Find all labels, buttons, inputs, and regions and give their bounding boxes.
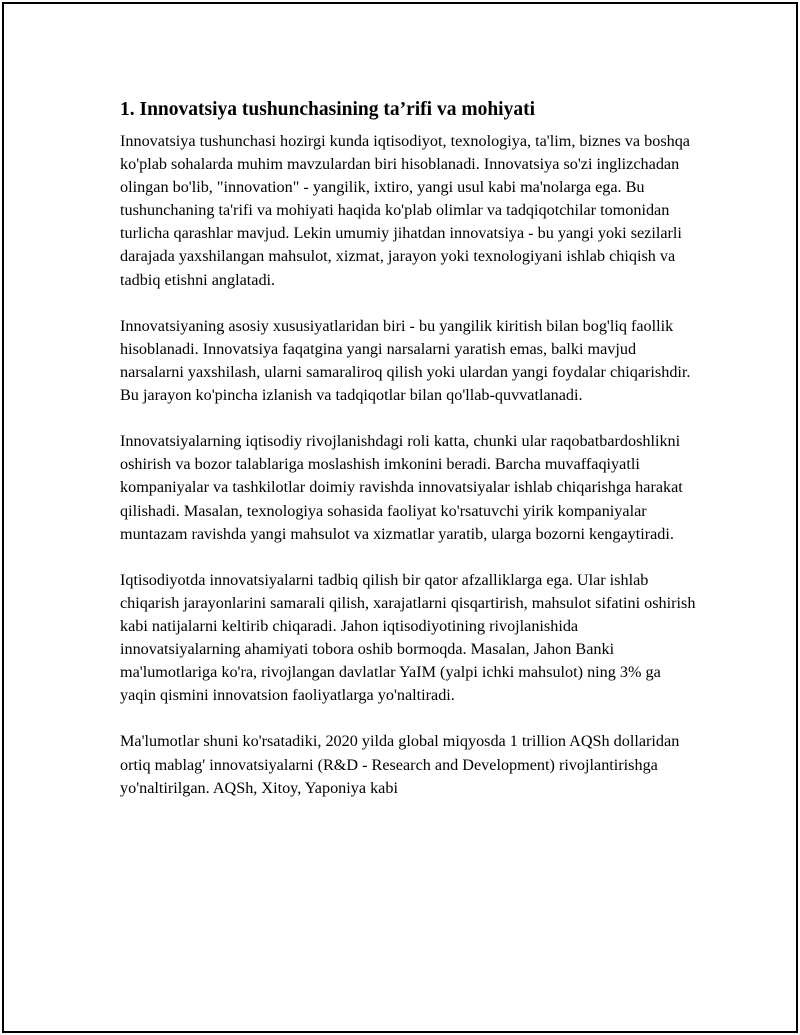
section-heading: 1. Innovatsiya tushunchasining ta’rifi va mohiyati [120,99,535,120]
document-page [2,2,798,1033]
paragraph-3: Innovatsiyalarning iqtisodiy rivojlanishdagi roli katta, chunki ular raqobatbardoshlikni oshirish va bozor talablariga moslashish imkonini beradi. Barcha muvaffaqiyatli kompaniyalar va tashkilotlar doimiy ravishda innovatsiyalar ishlab chiqarishga harakat qilishadi. Masalan, texnologiya sohasida faoliyat ko'rsatuvchi yirik kompaniyalar muntazam ravishda yangi mahsulot va xizmatlar yaratib, ularga bozorni kengaytiradi. [120,432,683,543]
paragraph-1: Innovatsiya tushunchasi hozirgi kunda iqtisodiyot, texnologiya, ta'lim, biznes va boshqa ko'plab sohalarda muhim mavzulardan biri hisoblanadi. Innovatsiya so'zi inglizchadan olingan bo'lib, "innovation" - yangilik, ixtiro, yangi usul kabi ma'nolarga ega. Bu tushunchaning ta'rifi va mohiyati haqida ko'plab olimlar va tadqiqotchilar tomonidan turlicha qarashlar mavjud. Lekin umumiy jihatdan innovatsiya - bu yangi yoki sezilarli darajada yaxshilangan mahsulot, xizmat, jarayon yoki texnologiyani ishlab chiqish va tadbiq etishni anglatadi. [120,132,690,289]
paragraph-5: Ma'lumotlar shuni ko'rsatadiki, 2020 yilda global miqyosda 1 trillion AQSh dollaridan ortiq mablag' innovatsiyalarni (R&D - Research and Development) rivojlantirishga yo'naltirilgan. AQSh, Xitoy, Yaponiya kabi [120,732,680,797]
paragraph-2: Innovatsiyaning asosiy xususiyatlaridan biri - bu yangilik kiritish bilan bog'liq faollik hisoblanadi. Innovatsiya faqatgina yangi narsalarni yaratish emas, balki mavjud narsalarni yaxshilash, ularni samaraliroq qilish yoki ulardan yangi foydalar chiqarishdir. Bu jarayon ko'pincha izlanish va tadqiqotlar bilan qo'llab-quvvatlanadi. [120,316,691,405]
paragraph-4: Iqtisodiyotda innovatsiyalarni tadbiq qilish bir qator afzalliklarga ega. Ular ishlab chiqarish jarayonlarini samarali qilish, xarajatlarni qisqartirish, mahsulot sifatini oshirish kabi natijalarni keltirib chiqaradi. Jahon iqtisodiyotining rivojlanishida innovatsiyalarning ahamiyati tobora oshib bormoqda. Masalan, Jahon Banki ma'lumotlariga ko'ra, rivojlangan davlatlar YaIM (yalpi ichki mahsulot) ning 3% ga yaqin qismini innovatsion faoliyatlarga yo'naltiradi. [120,570,696,705]
document-body [120,96,700,800]
